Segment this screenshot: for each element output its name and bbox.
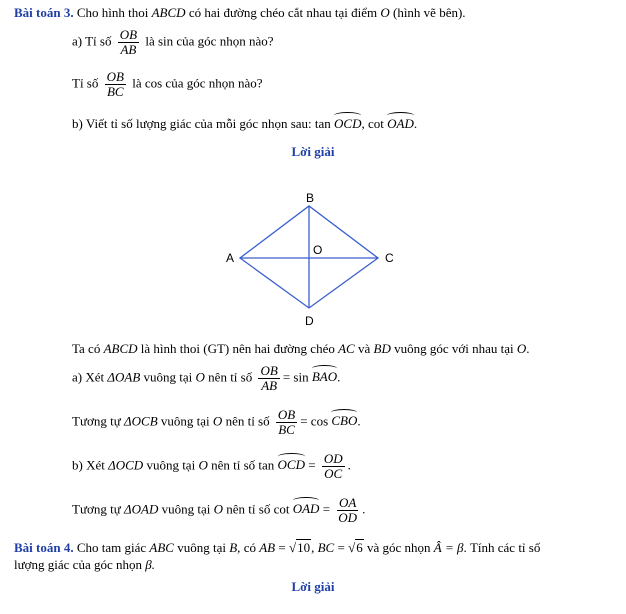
text: vuông tại <box>177 540 226 555</box>
text: O <box>195 369 205 385</box>
fraction <box>276 408 297 437</box>
text: nên tỉ số cot <box>226 501 290 517</box>
sqrt-bc: √6 <box>348 540 363 555</box>
numerator: OB <box>106 69 124 84</box>
text: vuông tại <box>161 501 211 517</box>
text: là hình thoi (GT) nên hai đường chéo <box>140 341 335 356</box>
angle-oad: OAD <box>387 116 414 131</box>
text: . Tính các tỉ số <box>463 540 541 555</box>
vertex-d-label: D <box>305 314 314 328</box>
tan-label: tan <box>314 116 331 131</box>
fraction <box>322 452 345 481</box>
text: và góc nhọn <box>366 540 431 555</box>
problem3-intro-b: có hai đường chéo cắt nhau tại điểm <box>188 5 378 20</box>
angle-bao: BAO <box>311 369 338 385</box>
text: = sin <box>282 369 309 385</box>
solution-title-4: Lời giải <box>291 579 335 594</box>
text: B, <box>229 540 241 555</box>
angle-ocd: OCD <box>277 457 305 473</box>
text: Ta có <box>72 341 101 356</box>
angle-a: Â = β <box>433 540 464 555</box>
text: ΔOCD <box>108 457 144 473</box>
problem4-line2 <box>14 557 155 573</box>
solution-line-3: Tương tự ΔOCB vuông tại O nên tỉ số $\frac{OB}{BC}$ = cos CBO. <box>72 407 361 437</box>
text: vuông tại <box>146 457 196 473</box>
text: = cos <box>300 413 329 429</box>
question-a-prefix: a) Tỉ số <box>72 33 112 49</box>
text: ABC <box>149 540 174 555</box>
problem3-heading: Bài toán 3. <box>14 5 74 20</box>
text: nên tỉ số <box>225 413 270 429</box>
text: ΔOCB <box>124 413 158 429</box>
denominator: OD <box>338 510 358 525</box>
numerator: OB <box>260 363 278 378</box>
problem3-intro-a: Cho hình thoi <box>76 5 149 20</box>
rhombus-figure <box>220 188 400 330</box>
question-b: b) Viết tỉ số lượng giác của mỗi góc nhọn sau: tan OCD, cot OAD. <box>72 116 418 131</box>
text: có <box>243 540 256 555</box>
denominator: BC <box>106 84 124 99</box>
text: AC <box>338 341 355 356</box>
text: vuông tại <box>143 369 193 385</box>
text: Cho tam giác <box>76 540 147 555</box>
problem3-point-o: O <box>380 5 390 20</box>
numerator: OB <box>119 27 138 42</box>
fraction <box>258 364 279 393</box>
angle-ocd: OCD <box>334 116 362 131</box>
text: O <box>213 501 224 517</box>
text: Tương tự <box>72 501 121 517</box>
question-a-suffix: là sin của góc nhọn nào? <box>145 33 274 49</box>
question-b-text: b) Viết tỉ số lượng giác của mỗi góc nhọn sau: <box>72 116 312 131</box>
angle-cbo: CBO <box>331 413 358 429</box>
text: nên tỉ số <box>208 369 253 385</box>
denominator: AB <box>120 42 137 57</box>
solution-title-3: Lời giải <box>291 144 335 159</box>
text: nên tỉ số tan <box>211 457 275 473</box>
text: ΔOAD <box>124 501 159 517</box>
text: và <box>357 341 371 356</box>
text: AB <box>259 540 276 555</box>
solution-line-1: Ta có ABCD là hình thoi (GT) nên hai đường chéo AC và BD vuông góc với nhau tại O. <box>72 341 530 356</box>
numerator: OA <box>339 495 357 510</box>
denominator: AB <box>261 378 278 393</box>
sqrt-ab: √10 <box>288 540 311 555</box>
text: vuông tại <box>160 413 210 429</box>
solution-line-2: a) Xét ΔOAB vuông tại O nên tỉ số $\frac{OB}{AB}$ = sin BAO. <box>72 363 341 393</box>
text: O <box>516 341 527 356</box>
text: BD <box>373 341 391 356</box>
vertex-c-label: C <box>385 251 394 265</box>
problem4-statement: Bài toán 4. Cho tam giác ABC vuông tại B, có AB = √10, BC = √6 và góc nhọn Â = β. Tính các tỉ số <box>14 540 541 555</box>
text: lượng giác của góc nhọn <box>14 557 142 572</box>
question-a2-suffix: là cos của góc nhọn nào? <box>132 75 263 91</box>
text: ΔOAB <box>107 369 141 385</box>
text: β. <box>145 557 155 572</box>
text: O <box>198 457 208 473</box>
text: ABCD <box>103 341 138 356</box>
cot-label: cot <box>367 116 384 131</box>
solution-line-5: Tương tự ΔOAD vuông tại O nên tỉ số cot OAD = $\frac{OA}{OD}$ . <box>72 495 366 525</box>
question-a <box>72 28 273 57</box>
problem3-statement <box>14 5 466 21</box>
vertex-o-label: O <box>313 243 323 257</box>
denominator: OC <box>324 466 343 481</box>
text: Tương tự <box>72 413 121 429</box>
vertex-a-label: A <box>226 251 235 265</box>
fraction <box>118 28 139 57</box>
radicand: 10 <box>297 540 311 555</box>
text: a) Xét <box>72 369 105 385</box>
question-a2-prefix: Tỉ số <box>72 75 99 91</box>
problem4-heading: Bài toán 4. <box>14 540 74 555</box>
numerator: OD <box>323 451 343 466</box>
problem3-intro-c: (hình vẽ bên). <box>392 5 466 20</box>
question-a2 <box>72 70 263 99</box>
solution-line-4: b) Xét ΔOCD vuông tại O nên tỉ số tan OCD = $\frac{OD}{OC}$ . <box>72 451 351 481</box>
problem3-shape: ABCD <box>151 5 186 20</box>
numerator: OB <box>277 407 296 422</box>
text: vuông góc với nhau tại <box>394 341 514 356</box>
fraction <box>105 70 126 99</box>
fraction <box>336 496 359 525</box>
vertex-b-label: B <box>306 191 315 205</box>
text: b) Xét <box>72 457 105 473</box>
angle-oad: OAD <box>292 501 320 517</box>
radicand: 6 <box>356 540 363 555</box>
text: BC <box>317 540 335 555</box>
denominator: BC <box>278 422 295 437</box>
text: O <box>212 413 223 429</box>
